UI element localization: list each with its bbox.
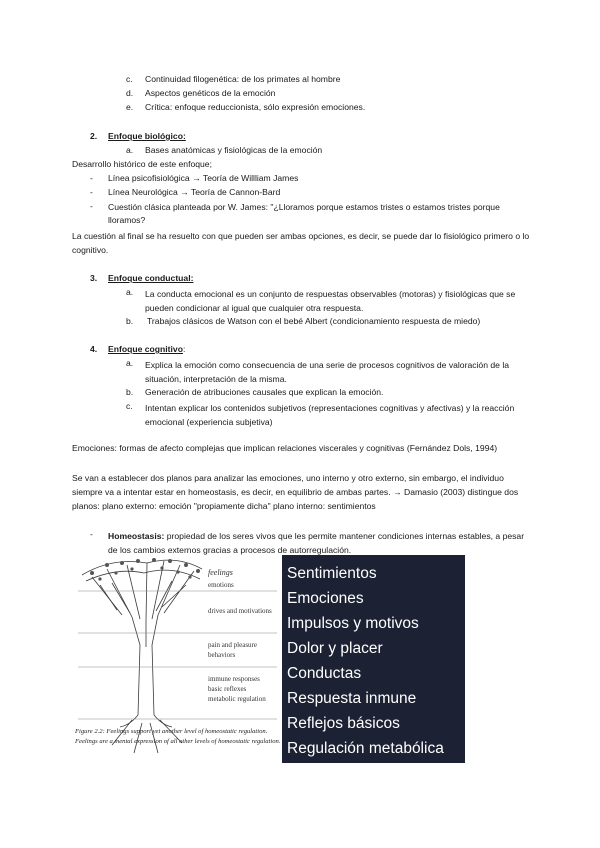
bullet-dash: - [90,187,93,197]
planes-paragraph: Se van a establecer dos planos para analizar las emociones, uno interno y otro externo, sin embargo, el individuo siempre va a intentar estar en homeostasis, es decir, en equilibrio de ambas partes. → Damasio (2003) distingue dos planos: plano externo: emoción "propiamente dicha" plano interno: sentimientos [72,473,519,511]
figure-caption-2: Feelings are a mental expression of all other levels of homeostatic regulation. [75,738,281,745]
bullet-dash: - [90,173,93,183]
intro-item-d: Aspectos genéticos de la emoción [145,88,276,98]
section2-conclusion: La cuestión al final se ha resuelto con que pueden ser ambas opciones, es decir, se puede dar lo fisiológico primero o lo cognitivo. [72,231,530,255]
level-behaviors: behaviors [208,651,236,659]
section2-heading: Enfoque biológico: [108,131,186,141]
level-label-emociones: Emociones [287,590,364,607]
homeostasis-tree-figure [72,555,282,763]
level-label-dolor-placer: Dolor y placer [287,640,383,657]
intro-item-e-marker: e. [126,102,134,112]
level-label-regulacion: Regulación metabólica [287,740,444,757]
figure-caption-1: Figure 2.2: Feelings support yet another level of homeostatic regulation. [75,728,268,735]
section3-number: 3. [90,273,98,283]
section2-number: 2. [90,131,98,141]
section2-history: Desarrollo histórico de este enfoque; [72,159,212,169]
bullet-dash: - [90,201,93,211]
section4-item-b-marker: b. [126,387,134,397]
section2-item-a-marker: a. [126,145,134,155]
level-reflexes: basic reflexes [208,685,247,693]
section4-item-a-marker: a. [126,358,134,368]
section2-item-a: Bases anatómicas y fisiológicas de la emoción [145,145,323,155]
level-label-reflejos: Reflejos básicos [287,715,400,732]
section4-heading: Enfoque cognitivo [108,344,183,354]
level-feelings: feelings [208,568,233,577]
homeostasis-term: Homeostasis: [108,531,165,541]
bullet-dash: - [90,529,93,539]
level-label-respuesta-inmune: Respuesta inmune [287,690,417,707]
section3-item-a-marker: a. [126,287,134,297]
homeostasis-paragraph [108,529,532,557]
section4-heading-line [108,344,185,355]
section4-item-a: Explica la emoción como consecuencia de una serie de procesos cognitivos de valoración de la situación, interpretación de la misma. [145,360,510,384]
intro-item-d-marker: d. [126,88,134,98]
emotions-definition: Emociones: formas de afecto complejas que implican relaciones viscerales y cognitivas (Fernández Dols, 1994) [72,443,498,453]
level-label-impulsos: Impulsos y motivos [287,615,419,632]
level-label-sentimientos: Sentimientos [287,565,377,582]
section2-bullet-3: Cuestión clásica planteada por W. James: "¿Lloramos porque estamos tristes o estamos tristes porque lloramos? [108,202,500,225]
homeostasis-text: propiedad de los seres vivos que les permite mantener condiciones internas estables, a pesar de los cambios externos gracias a procesos de autorregulación. [108,531,525,555]
section4-item-c: Intentan explicar los contenidos subjetivos (representaciones cognitivas y afectivas) y la reacción emocional (experiencia subjetiva) [145,403,515,427]
section2-bullet-1: Línea psicofisiológica → Teoría de Willliam James [108,173,299,183]
level-pain-pleasure: pain and pleasure [208,641,257,649]
level-metabolic: metabolic regulation [208,695,266,703]
section3-item-b-marker: b. [126,316,134,326]
intro-item-e: Crítica: enfoque reduccionista, sólo expresión emociones. [145,102,366,112]
section3-item-a: La conducta emocional es un conjunto de respuestas observables (motoras) y fisiológicas que se pueden condicionar al igual que cualquier otra respuesta. [145,289,516,313]
section3-item-b: Trabajos clásicos de Watson con el bebé Albert (condicionamiento respuesta de miedo) [147,316,481,326]
section4-heading-suffix: : [182,344,186,354]
level-immune: immune responses [208,675,260,683]
section4-item-c-marker: c. [126,401,133,411]
level-emotions: emotions [208,581,234,589]
homeostasis-levels-panel [282,555,465,763]
intro-item-c: Continuidad filogenética: de los primates al hombre [145,74,341,84]
level-drives: drives and motivations [208,607,272,615]
section4-item-b: Generación de atribuciones causales que explican la emoción. [145,387,384,397]
level-label-conductas: Conductas [287,665,362,682]
section3-heading: Enfoque conductual: [108,273,194,283]
section2-bullet-2: Línea Neurológica → Teoría de Cannon-Bard [108,187,281,197]
intro-item-c-marker: c. [126,74,133,84]
section4-number: 4. [90,344,98,354]
